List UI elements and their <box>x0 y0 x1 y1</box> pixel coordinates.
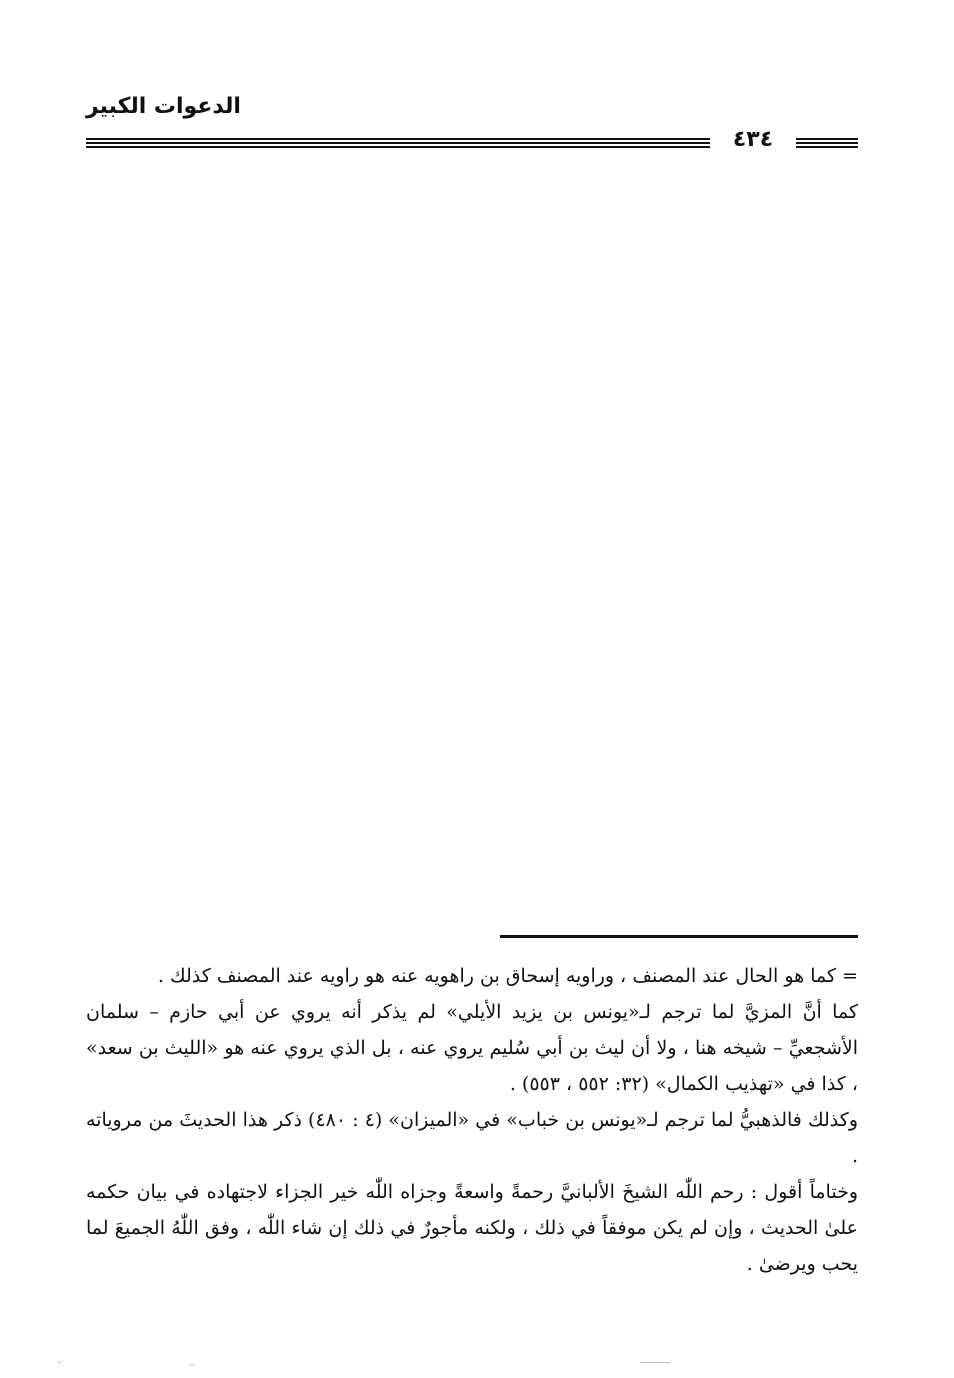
header-rule-left <box>86 138 710 148</box>
footnote-paragraph-conclusion: وختاماً أقول : رحم اللّٰه الشيخَ الألبانيَّ رحمةً واسعةً وجزاه اللّٰه خير الجزاء لاجتهاده في بيان حكمه علىٰ الحديث ، وإن لم يكن موفقاً في ذلك ، ولكنه مأجورٌ في ذلك إن شاء اللّٰه ، وفق اللّٰهُ الجميعَ لما يحب ويرضىٰ . <box>86 1181 858 1275</box>
footnote-separator <box>500 935 858 938</box>
scan-speck <box>190 1364 194 1365</box>
footnote-paragraph-dhahabi: وكذلك فالذهبيُّ لما ترجم لـ«يونس بن خباب» في «الميزان» (٤ : ٤٨٠) ذكر هذا الحديثَ من مروياته . <box>86 1109 858 1167</box>
footnote-paragraph-mizzi: كما أنَّ المزيَّ لما ترجم لـ«يونس بن يزيد الأيلي» لم يذكر أنه يروي عن أبي حازم – سلمان الأشجعيِّ – شيخه هنا ، ولا أن ليث بن أبي سُليم يروي عنه ، بل الذي يروي عنه هو «الليث بن سعد» ، كذا في «تهذيب الكمال» (٣٢: ٥٥٢ ، ٥٥٣) . <box>86 1001 858 1095</box>
scan-speck <box>640 1362 670 1363</box>
page-number: ٤٣٤ <box>732 127 774 152</box>
scan-speck <box>58 1362 61 1363</box>
running-title: الدعوات الكبير <box>86 94 241 119</box>
header-rule-right <box>796 138 858 148</box>
footnote-paragraph-continuation: = كما هو الحال عند المصنف ، وراويه إسحاق بن راهويه عنه هو راويه عند المصنف كذلك . <box>157 965 858 987</box>
footnotes-block <box>86 958 858 1282</box>
